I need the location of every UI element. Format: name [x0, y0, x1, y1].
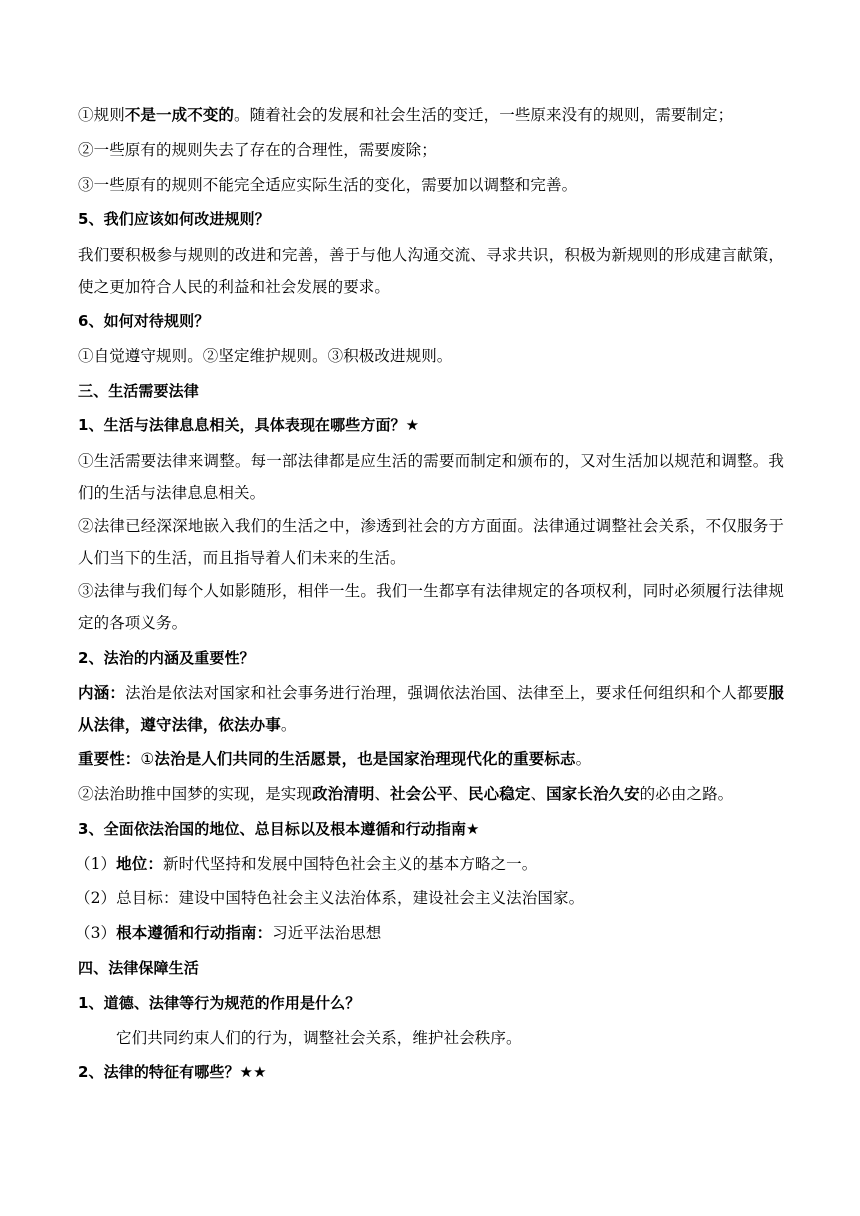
paragraph: ③法律与我们每个人如影随形，相伴一生。我们一生都享有法律规定的各项权利，同时必须履行法律规定的各项义务。	[78, 582, 784, 633]
paragraph: ①自觉遵守规则。②坚定维护规则。③积极改进规则。	[78, 346, 453, 365]
paragraph: 它们共同约束人们的行为，调整社会关系，维护社会秩序。	[116, 1028, 522, 1047]
question-heading: 1、生活与法律息息相关，具体表现在哪些方面？★	[78, 416, 420, 435]
document-page	[75, 98, 784, 1090]
section-heading: 四、法律保障生活	[78, 959, 199, 978]
question-heading: 2、法治的内涵及重要性？	[78, 648, 255, 667]
question-heading: 5、我们应该如何改进规则？	[78, 210, 270, 229]
paragraph: ②法治助推中国梦的实现，是实现政治清明、社会公平、民心稳定、国家长治久安的必由之路。	[78, 785, 734, 804]
section-heading: 三、生活需要法律	[78, 381, 199, 400]
paragraph: ③一些原有的规则不能完全适应实际生活的变化，需要加以调整和完善。	[78, 175, 578, 194]
paragraph: ②一些原有的规则失去了存在的合理性，需要废除；	[78, 140, 437, 159]
paragraph: （1）地位：新时代坚持和发展中国特色社会主义的基本方略之一。	[75, 854, 538, 873]
paragraph: 内涵：法治是依法对国家和社会事务进行治理，强调依法治国、法律至上，要求任何组织和个人都要服从法律，遵守法律，依法办事。	[78, 683, 784, 734]
paragraph: （3）根本遵循和行动指南：习近平法治思想	[75, 924, 382, 943]
paragraph: ②法律已经深深地嵌入我们的生活之中，渗透到社会的方方面面。法律通过调整社会关系，不仅服务于人们当下的生活，而且指导着人们未来的生活。	[78, 516, 784, 567]
paragraph: 重要性：①法治是人们共同的生活愿景，也是国家治理现代化的重要标志。	[78, 750, 592, 769]
paragraph: ①规则不是一成不变的。随着社会的发展和社会生活的变迁，一些原来没有的规则，需要制定；	[78, 106, 734, 124]
question-heading: 6、如何对待规则？	[78, 311, 210, 330]
question-heading: 2、法律的特征有哪些？★★	[78, 1063, 267, 1082]
question-heading: 1、道德、法律等行为规范的作用是什么？	[78, 993, 361, 1012]
question-heading: 3、全面依法治国的地位、总目标以及根本遵循和行动指南★	[78, 819, 480, 838]
paragraph: ①生活需要法律来调整。每一部法律都是应生活的需要而制定和颁布的，又对生活加以规范和调整。我们的生活与法律息息相关。	[78, 451, 784, 502]
paragraph: 我们要积极参与规则的改进和完善，善于与他人沟通交流、寻求共识，积极为新规则的形成建言献策，使之更加符合人民的利益和社会发展的要求。	[78, 245, 784, 296]
paragraph: （2）总目标：建设中国特色社会主义法治体系，建设社会主义法治国家。	[75, 889, 585, 908]
